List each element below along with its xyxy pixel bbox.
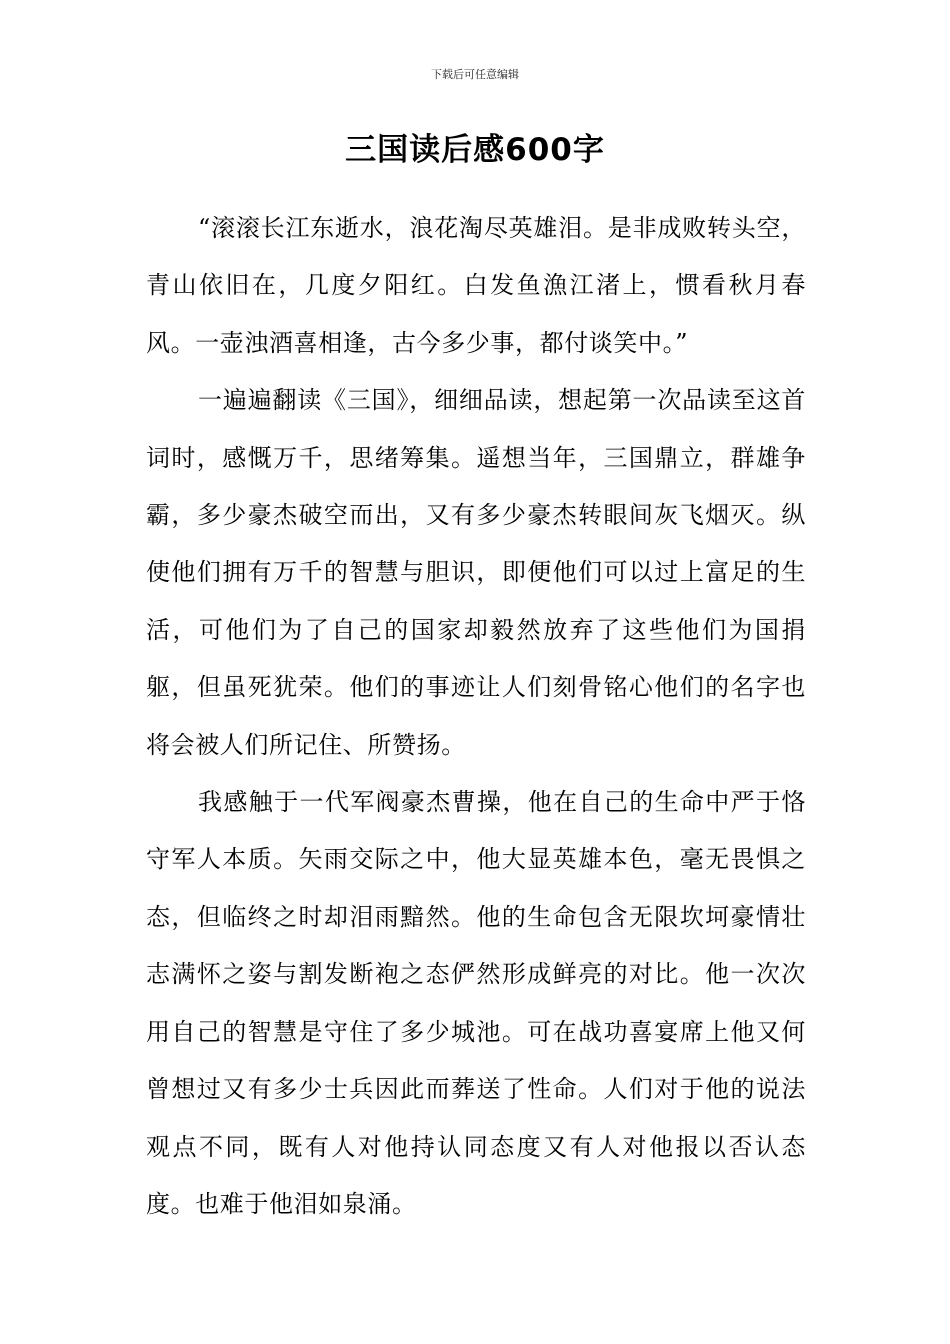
document-title: 三国读后感600字 <box>345 132 605 168</box>
paragraph-caocao: 我感触于一代军阀豪杰曹操，他在自己的生命中严于恪守军人本质。矢雨交际之中，他大显英雄本色，毫无畏惧之态，但临终之时却泪雨黯然。他的生命包含无限坎坷豪情壮志满怀之姿与割发断袍之态俨然形成鲜亮的对比。他一次次用自己的智慧是守住了多少城池。可在战功喜宴席上他又何曾想过又有多少士兵因此而葬送了性命。人们对于他的说法观点不同，既有人对他持认同态度又有人对他报以否认态度。也难于他泪如泉涌。 <box>146 788 806 1218</box>
paragraph-poem: “滚滚长江东逝水，浪花淘尽英雄泪。是非成败转头空，青山依旧在，几度夕阳红。白发鱼漁江渚上，惯看秋月春风。一壶浊酒喜相逢，古今多少事，都付谈笑中。” <box>146 214 806 357</box>
document-body <box>146 200 806 1233</box>
paragraph-reading: 一遍遍翻读《三国》，细细品读，想起第一次品读至这首词时，感慨万千，思绪筹集。遥想当年，三国鼎立，群雄争霸，多少豪杰破空而出，又有多少豪杰转眼间灰飞烟灭。纵使他们拥有万千的智慧与胆识，即便他们可以过上富足的生活，可他们为了自己的国家却毅然放弃了这些他们为国捐躯，但虽死犹荣。他们的事迹让人们刻骨铭心他们的名字也将会被人们所记住、所赞扬。 <box>146 386 806 759</box>
header-note: 下载后可任意编辑 <box>431 68 519 81</box>
